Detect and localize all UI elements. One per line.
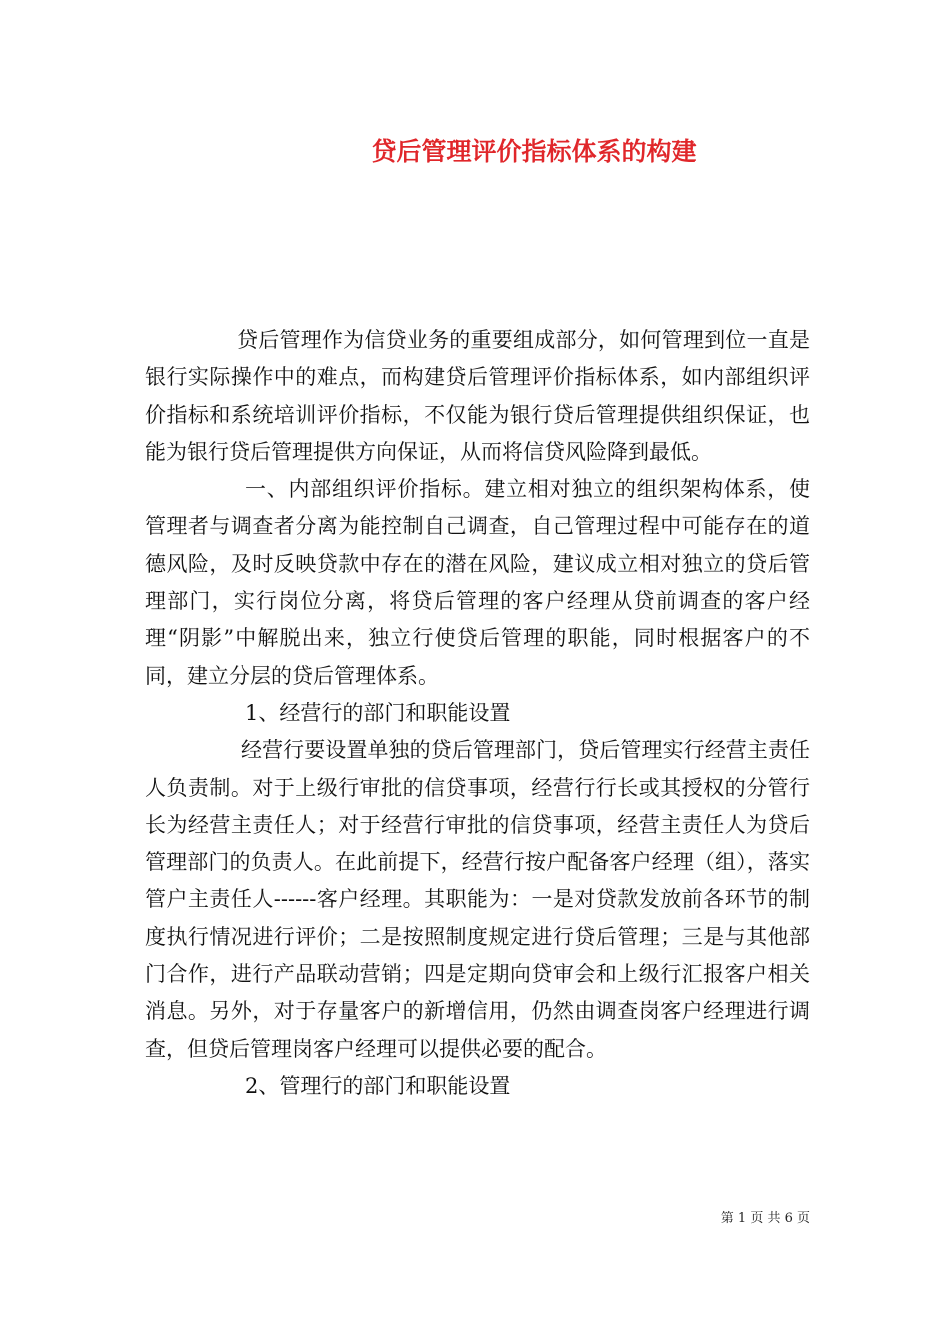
subsection-1-paragraph: 经营行要设置单独的贷后管理部门，贷后管理实行经营主责任人负责制。对于上级行审批的信贷事项，经营行行长或其授权的分管行长为经营主责任人；对于经营行审批的信贷事项，经营主责任人为贷后管理部门的负责人。在此前提下，经营行按户配备客户经理（组），落实管户主责任人------客户经理。其职能为：一是对贷款发放前各环节的制度执行情况进行评价；二是按照制度规定进行贷后管理；三是与其他部门合作，进行产品联动营销；四是定期向贷审会和上级行汇报客户相关消息。另外，对于存量客户的新增信用，仍然由调查岗客户经理进行调查，但贷后管理岗客户经理可以提供必要的配合。	[145, 738, 810, 1061]
document-body	[145, 322, 810, 1105]
subheading-2: 2、管理行的部门和职能设置	[245, 1073, 511, 1098]
section-1-paragraph: 一、内部组织评价指标。建立相对独立的组织架构体系，使管理者与调查者分离为能控制自己调查，自己管理过程中可能存在的道德风险，及时反映贷款中存在的潜在风险，建议成立相对独立的贷后管理部门，实行岗位分离，将贷后管理的客户经理从贷前调查的客户经理“阴影”中解脱出来，独立行使贷后管理的职能，同时根据客户的不同，建立分层的贷后管理体系。	[145, 477, 810, 688]
subheading-1: 1、经营行的部门和职能设置	[245, 700, 511, 725]
page-number-footer: 第 1 页 共 6 页	[720, 1211, 810, 1226]
intro-paragraph: 贷后管理作为信贷业务的重要组成部分，如何管理到位一直是银行实际操作中的难点，而构建贷后管理评价指标体系，如内部组织评价指标和系统培训评价指标，不仅能为银行贷后管理提供组织保证，也能为银行贷后管理提供方向保证，从而将信贷风险降到最低。	[145, 328, 810, 464]
document-title: 贷后管理评价指标体系的构建	[371, 137, 697, 166]
